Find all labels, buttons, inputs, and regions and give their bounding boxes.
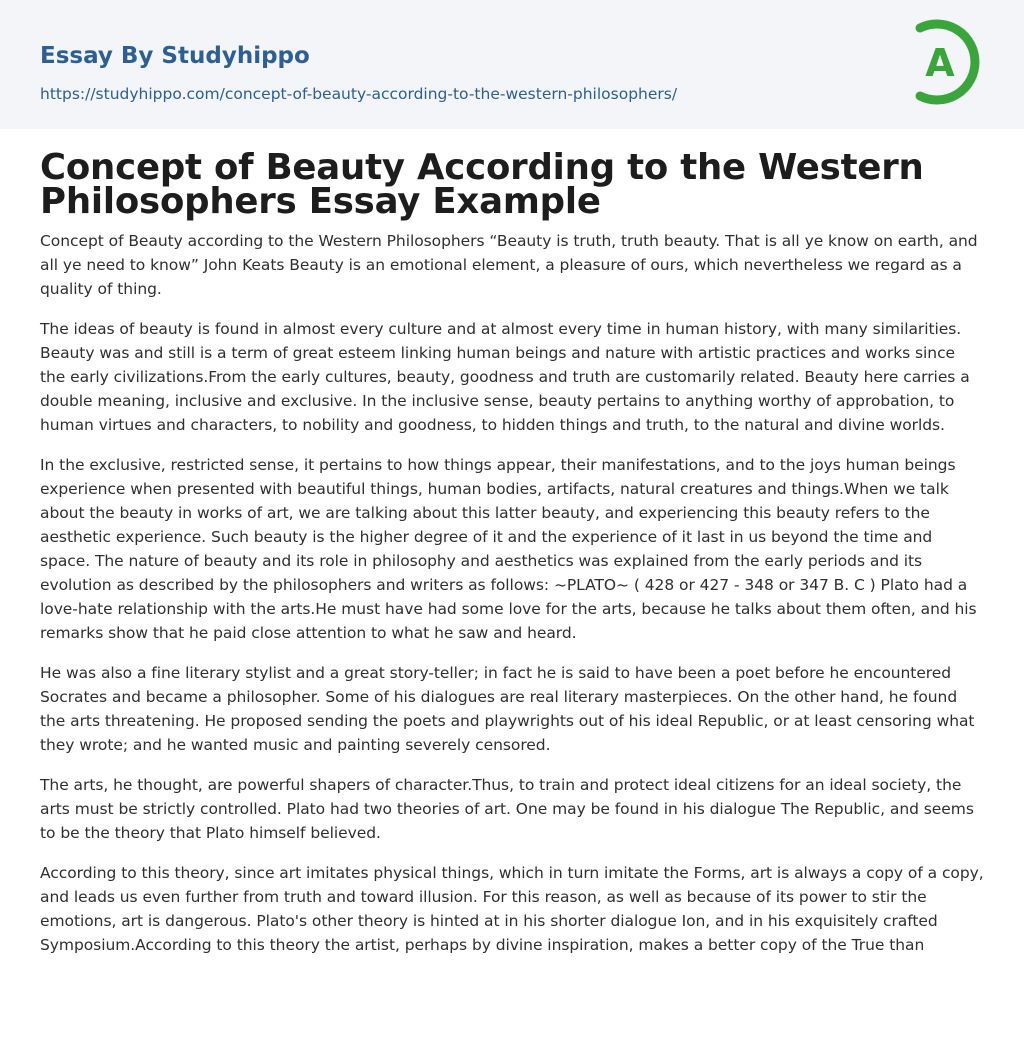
article-title: Concept of Beauty According to the Western Philosophers Essay Example xyxy=(40,147,924,222)
site-brand[interactable]: Essay By Studyhippo xyxy=(40,43,310,69)
site-header xyxy=(0,0,1024,129)
article-paragraph: The arts, he thought, are powerful shapers of character.Thus, to train and protect ideal citizens for an ideal society, the arts must be strictly controlled. Plato had two theories of art. One may be found in his dialogue The Republic, and seems to be the theory that Plato himself believed. xyxy=(40,776,974,842)
article-paragraph: In the exclusive, restricted sense, it pertains to how things appear, their manifestations, and to the joys human beings experience when presented with beautiful things, human bodies, artifacts, natural creatures and things.When we talk about the beauty in works of art, we are talking about this latter beauty, and experiencing this beauty refers to the aesthetic experience. Such beauty is the higher degree of it and the experience of it last in us beyond the time and space. The nature of beauty and its role in philosophy and aesthetics was explained from the early periods and its evolution as described by the philosophers and writers as follows: ~PLATO~ ( 428 or 427 - 348 or 347 B. C ) Plato had a love-hate relationship with the arts.He must have had some love for the arts, because he talks about them often, and his remarks show that he paid close attention to what he saw and heard. xyxy=(40,456,977,642)
article-paragraph: According to this theory, since art imitates physical things, which in turn imitate the Forms, art is always a copy of a copy, and leads us even further from truth and toward illusion. For this reason, as well as because of its power to stir the emotions, art is dangerous. Plato's other theory is hinted at in his shorter dialogue Ion, and in his exquisitely crafted Symposium.According to this theory the artist, perhaps by divine inspiration, makes a better copy of the True than xyxy=(40,864,984,954)
logo-letter: A xyxy=(925,41,955,85)
article-paragraph: He was also a fine literary stylist and a great story-teller; in fact he is said to have been a poet before he encountered Socrates and became a philosopher. Some of his dialogues are real literary masterpieces. On the other hand, he found the arts threatening. He proposed sending the poets and playwrights out of his ideal Republic, or at least censoring what they wrote; and he wanted music and painting severely censored. xyxy=(40,664,975,754)
article-paragraph: The ideas of beauty is found in almost every culture and at almost every time in human history, with many similarities. Beauty was and still is a term of great esteem linking human beings and nature with artistic practices and works since the early civilizations.From the early cultures, beauty, goodness and truth are customarily related. Beauty here carries a double meaning, inclusive and exclusive. In the inclusive sense, beauty pertains to anything worthy of approbation, to human virtues and characters, to nobility and goodness, to hidden things and truth, to the natural and divine worlds. xyxy=(40,320,970,434)
page-url-link[interactable]: https://studyhippo.com/concept-of-beauty-according-to-the-western-philosophers/ xyxy=(40,85,678,103)
article xyxy=(0,129,1024,957)
studyhippo-logo-icon[interactable] xyxy=(910,18,988,106)
article-paragraph: Concept of Beauty according to the Western Philosophers “Beauty is truth, truth beauty. That is all ye know on earth, and all ye need to know” John Keats Beauty is an emotional element, a pleasure of ours, which nevertheless we regard as a quality of thing. xyxy=(40,232,978,298)
